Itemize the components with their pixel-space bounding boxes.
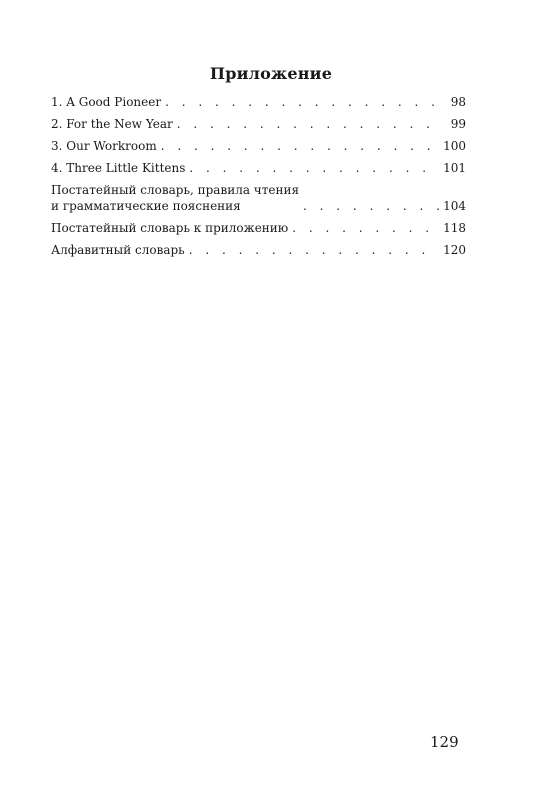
toc-entry	[51, 220, 466, 236]
toc-entry-page: 98	[450, 95, 466, 109]
toc-leader-dots	[189, 242, 439, 258]
toc-entry-page: 99	[450, 117, 466, 131]
page-number: 129	[430, 733, 459, 751]
toc-entry-page: 104	[443, 199, 466, 213]
toc-entry-label: Постатейный словарь к приложению	[51, 221, 289, 235]
toc-entry	[51, 182, 466, 214]
table-of-contents	[51, 94, 466, 264]
toc-leader-dots	[177, 116, 440, 132]
toc-entry-label: 1. A Good Pioneer	[51, 95, 162, 109]
toc-entry-label: 2. For the New Year	[51, 117, 173, 131]
toc-leader-dots	[161, 138, 439, 154]
toc-entry-label: 3. Our Workroom	[51, 139, 157, 153]
toc-leader-dots	[189, 160, 439, 176]
toc-entry-label-line1: Постатейный словарь, правила чтения	[51, 183, 300, 197]
toc-entry-page: 120	[443, 243, 466, 257]
toc-leader-dots	[303, 198, 439, 214]
toc-entry	[51, 242, 466, 258]
toc-entry-label: 4. Three Little Kittens	[51, 161, 186, 175]
section-title: Приложение	[209, 64, 333, 83]
toc-entry-page: 118	[443, 221, 466, 235]
toc-entry	[51, 160, 466, 176]
toc-entry-label: Алфавитный словарь	[51, 243, 185, 257]
toc-entry-label-line2: и грамматические пояснения	[51, 199, 241, 213]
toc-entry	[51, 116, 466, 132]
toc-entry-label	[51, 182, 299, 214]
toc-entry	[51, 94, 466, 110]
toc-leader-dots	[165, 94, 440, 110]
toc-leader-dots	[292, 220, 439, 236]
toc-entry-page: 100	[443, 139, 466, 153]
toc-entry	[51, 138, 466, 154]
toc-entry-page: 101	[443, 161, 466, 175]
